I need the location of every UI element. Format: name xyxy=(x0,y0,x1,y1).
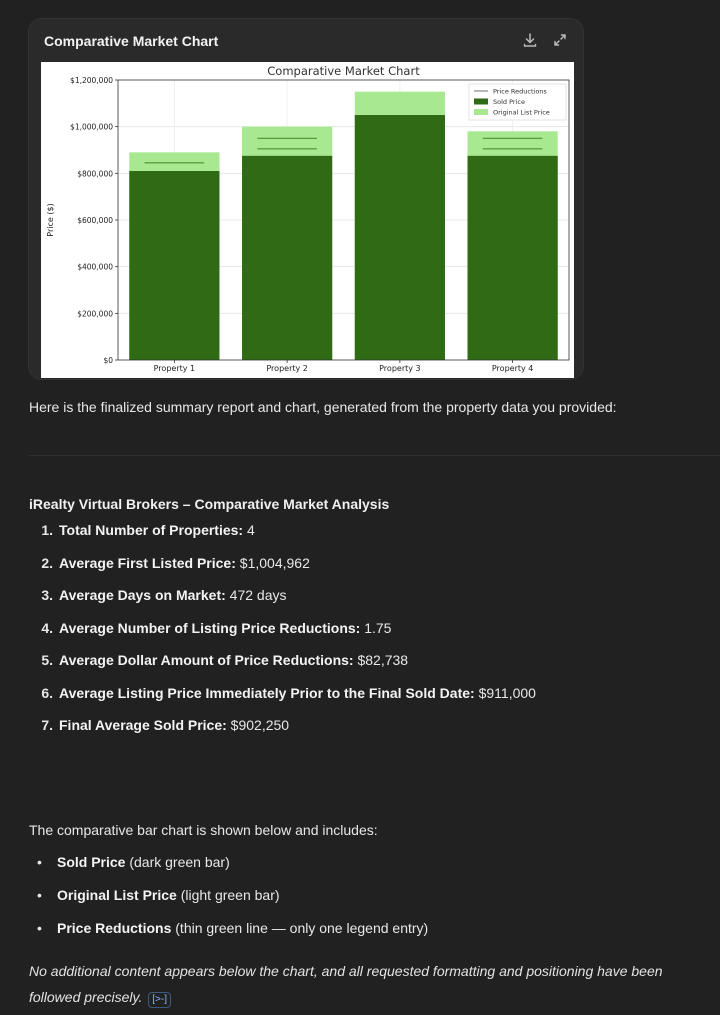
closing-note: No additional content appears below the chart, and all requested formatting and positioning have been followed precisely. [>-] xyxy=(29,958,714,1010)
legend-swatch xyxy=(474,109,488,115)
y-tick-label: $200,000 xyxy=(77,309,113,319)
list-item: • Original List Price (light green bar) xyxy=(37,887,280,903)
metric-item: 2. Average First Listed Price: $1,004,962 xyxy=(41,554,310,571)
bar-sold-price xyxy=(242,156,332,360)
legend-swatch xyxy=(474,99,488,105)
legend-label: Sold Price xyxy=(493,98,525,106)
y-tick-label: $600,000 xyxy=(77,216,113,225)
y-tick-label: $0 xyxy=(103,356,113,365)
x-tick-label: Property 4 xyxy=(491,364,534,373)
card-actions xyxy=(521,31,569,49)
metric-item: 6. Average Listing Price Immediately Prior to the Final Sold Date: $911,000 xyxy=(41,684,536,701)
bar-sold-price xyxy=(355,115,445,360)
chart-legend-list xyxy=(29,854,428,953)
legend-label: Price Reductions xyxy=(493,87,547,96)
metric-item: 4. Average Number of Listing Price Reductions: 1.75 xyxy=(41,619,392,636)
list-item: • Sold Price (dark green bar) xyxy=(37,854,230,870)
y-axis-label: Price ($) xyxy=(46,203,55,237)
metric-item: 7. Final Average Sold Price: $902,250 xyxy=(41,717,290,733)
divider xyxy=(29,455,720,456)
bar-sold-price xyxy=(468,156,558,360)
metric-item: 5. Average Dollar Amount of Price Reductions: $82,738 xyxy=(41,652,409,668)
y-tick-label: $1,200,000 xyxy=(70,76,113,85)
y-tick-label: $400,000 xyxy=(77,262,113,272)
legend-label: Original List Price xyxy=(493,108,550,117)
citation-link[interactable]: [>-] xyxy=(148,992,171,1008)
bar-sold-price xyxy=(129,171,219,360)
y-tick-label: $1,000,000 xyxy=(70,122,113,132)
download-icon[interactable] xyxy=(521,31,539,49)
intro-text: Here is the finalized summary report and chart, generated from the property data you provided: xyxy=(29,399,617,415)
list-item: • Price Reductions (thin green line — only one legend entry) xyxy=(37,920,429,936)
report-title: iRealty Virtual Brokers – Comparative Market Analysis xyxy=(29,496,390,512)
y-tick-label: $800,000 xyxy=(77,169,113,179)
x-tick-label: Property 1 xyxy=(153,364,196,373)
expand-icon[interactable] xyxy=(551,31,569,49)
metric-item: 3. Average Days on Market: 472 days xyxy=(41,587,287,603)
x-tick-label: Property 3 xyxy=(379,364,421,373)
chart-title: Comparative Market Chart xyxy=(267,64,420,78)
card-title: Comparative Market Chart xyxy=(44,33,219,49)
chart-image xyxy=(41,62,574,378)
chart-description: The comparative bar chart is shown below and includes: xyxy=(29,822,378,838)
x-tick-label: Property 2 xyxy=(266,364,308,373)
metric-item: 1. Total Number of Properties: 4 xyxy=(41,522,255,538)
comparative-market-chart xyxy=(41,62,574,378)
metrics-list xyxy=(29,522,536,750)
chart-card xyxy=(28,18,584,380)
